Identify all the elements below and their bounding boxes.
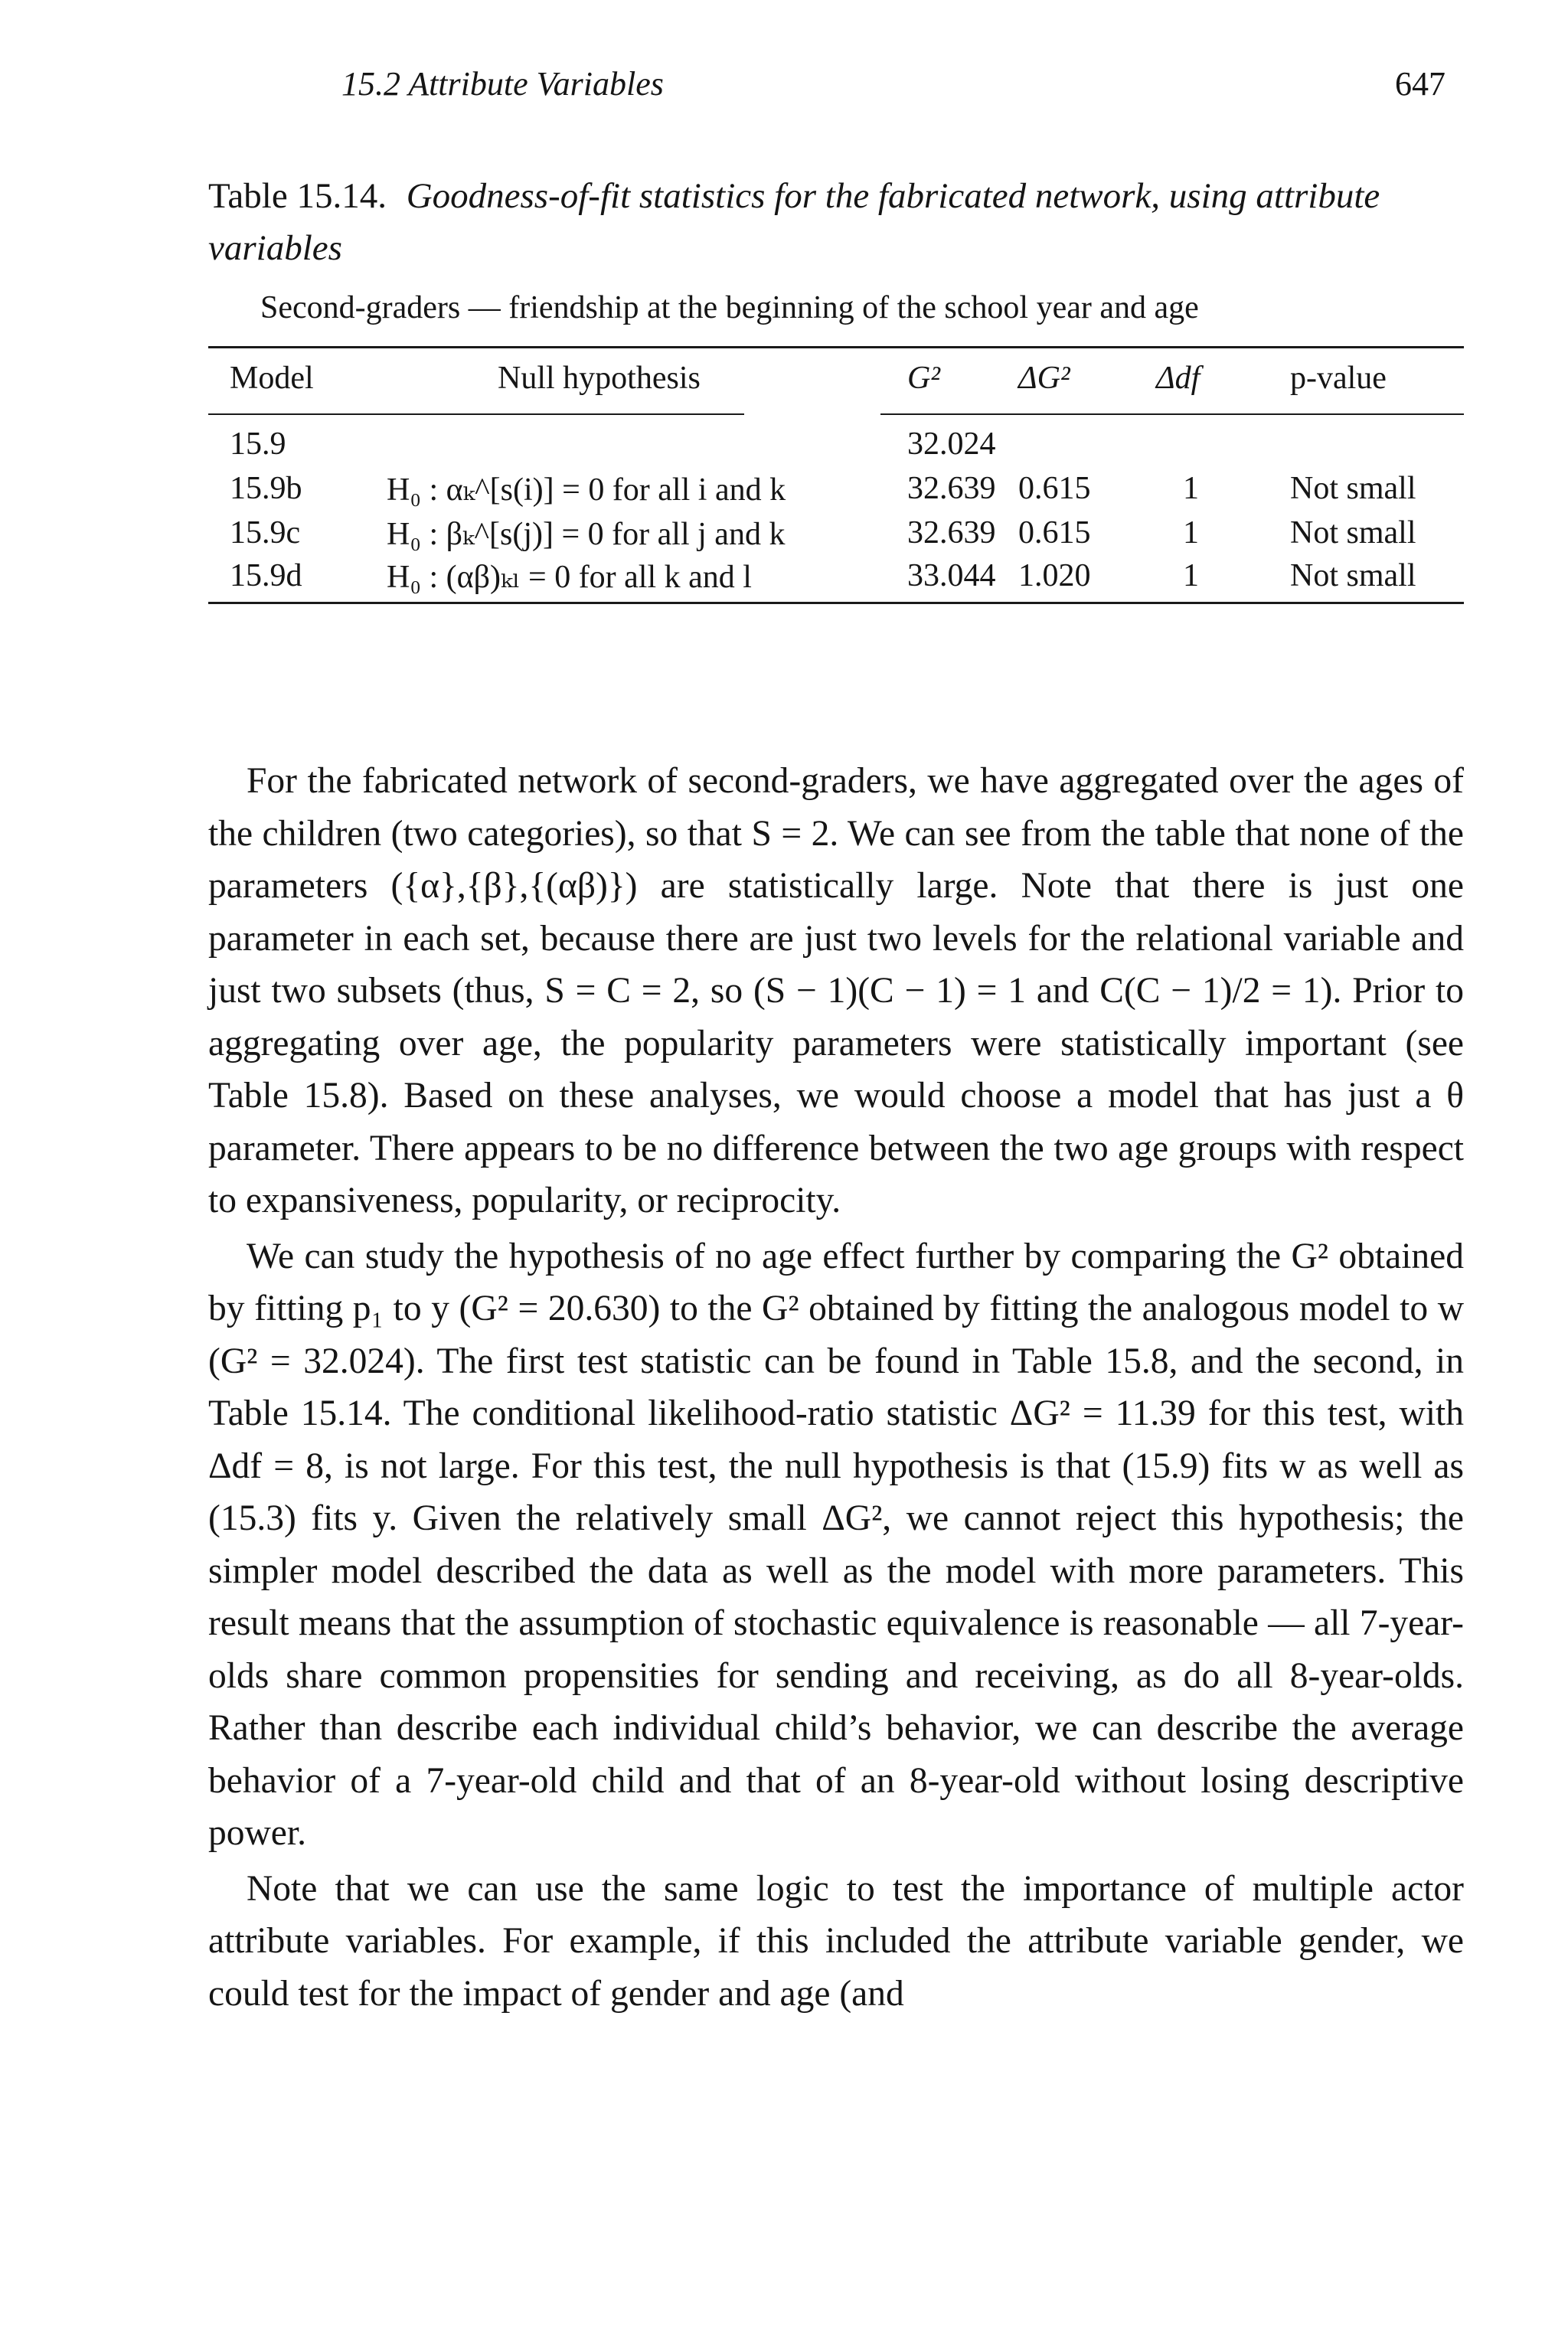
column-header-p-value: p-value (1290, 361, 1387, 396)
body-text (208, 755, 1464, 2022)
table-cell-delta-g2: 0.615 (1018, 515, 1091, 551)
page-number: 647 (1395, 65, 1446, 103)
table-caption (208, 170, 1464, 274)
table-bottom-rule (208, 602, 1464, 604)
table-subtitle: Second-graders — friendship at the beginning of the school year and age (260, 290, 1199, 325)
column-header-delta-g2: ΔG² (1018, 361, 1070, 396)
column-header-null-hypothesis: Null hypothesis (498, 361, 701, 396)
table-cell-delta-df: 1 (1183, 558, 1199, 593)
table-header-rule-right (880, 413, 1464, 415)
table-cell-p-value: Not small (1290, 558, 1416, 593)
table-cell-hypothesis: H₀ : βₖ^[s(j)] = 0 for all j and k (387, 517, 786, 552)
table-cell-g2: 32.024 (907, 426, 996, 462)
table-cell-delta-df: 1 (1183, 515, 1199, 551)
table-cell-g2: 32.639 (907, 471, 996, 506)
table-cell-model: 15.9c (230, 515, 301, 551)
table-cell-delta-df: 1 (1183, 471, 1199, 506)
running-head: 15.2 Attribute Variables (341, 65, 664, 103)
table-cell-hypothesis: H₀ : (αβ)ₖₗ = 0 for all k and l (387, 560, 752, 595)
table-caption-label: Table 15.14. (208, 176, 387, 216)
table-cell-p-value: Not small (1290, 471, 1416, 506)
paragraph: For the fabricated network of second-graders, we have aggregated over the ages of the children (two categories), so that S = 2. We can see from the table that none of the parameters ({α},{β},{(αβ)}) are statistically large. Note that there is just one parameter in each set, because there are just two levels for the relational variable and just two subsets (thus, S = C = 2, so (S − 1)(C − 1) = 1 and C(C − 1)/2 = 1). Prior to aggregating over age, the popularity parameters were statistically important (see Table 15.8). Based on these analyses, we would choose a model that has just a θ parameter. There appears to be no difference between the two age groups with respect to expansiveness, popularity, or reciprocity. (208, 761, 1464, 1220)
table-cell-g2: 32.639 (907, 515, 996, 551)
table-cell-g2: 33.044 (907, 558, 996, 593)
paragraph: Note that we can use the same logic to test the importance of multiple actor attribute variables. For example, if this included the attribute variable gender, we could test for the impact of gender and age (and (208, 1868, 1464, 2014)
paragraph: We can study the hypothesis of no age effect further by comparing the G² obtained by fitting p₁ to y (G² = 20.630) to the G² obtained by fitting the analogous model to w (G² = 32.024). The first test statistic can be found in Table 15.8, and the second, in Table 15.14. The conditional likelihood-ratio statistic ΔG² = 11.39 for this test, with Δdf = 8, is not large. For this test, the null hypothesis is that (15.9) fits w as well as (15.3) fits y. Given the relatively small ΔG², we cannot reject this hypothesis; the simpler model described the data as well as the model with more parameters. This result means that the assumption of stochastic equivalence is reasonable — all 7-year-olds share common propensities for sending and receiving, as do all 8-year-olds. Rather than describe each individual child’s behavior, we can describe the average behavior of a 7-year-old child and that of an 8-year-old without losing descriptive power. (208, 1236, 1464, 1853)
table-cell-delta-g2: 0.615 (1018, 471, 1091, 506)
table-cell-p-value: Not small (1290, 515, 1416, 551)
table-caption-title: Goodness-of-fit statistics for the fabricated network, using attribute variables (208, 176, 1380, 268)
column-header-model: Model (230, 361, 314, 396)
table-header-rule-left (208, 413, 744, 415)
table-cell-hypothesis: H₀ : αₖ^[s(i)] = 0 for all i and k (387, 472, 786, 508)
column-header-g2: G² (907, 361, 940, 396)
column-header-delta-df: Δdf (1156, 361, 1200, 396)
table-cell-model: 15.9 (230, 426, 286, 462)
table-top-rule (208, 346, 1464, 348)
table-cell-model: 15.9b (230, 471, 302, 506)
table-cell-model: 15.9d (230, 558, 302, 593)
table-cell-delta-g2: 1.020 (1018, 558, 1091, 593)
